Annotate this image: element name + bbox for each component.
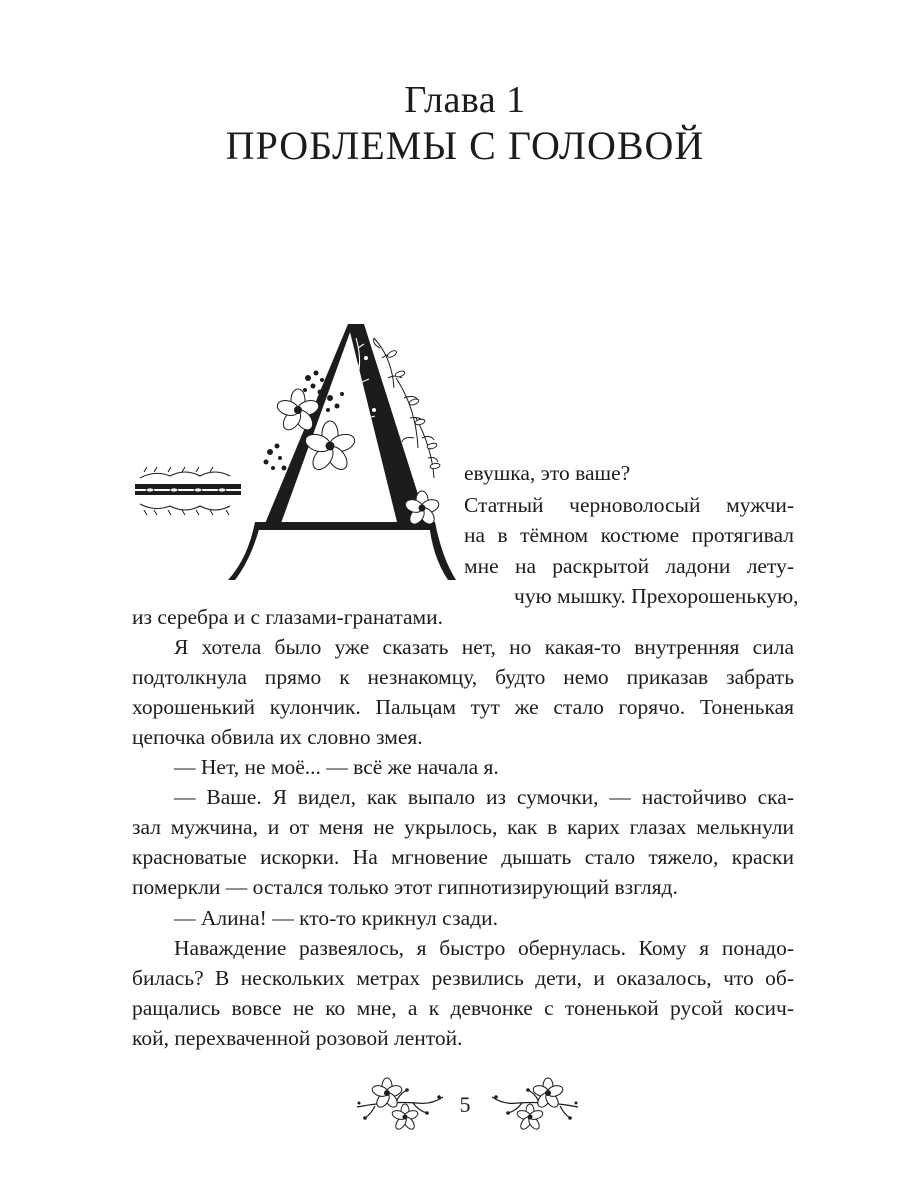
- paragraph: [132, 782, 794, 902]
- chapter-number: Глава 1: [404, 79, 526, 121]
- paragraph: [132, 632, 794, 752]
- text-line: зал мужчина, и от меня не укрылось, как в карих глазах мелькнули: [132, 815, 794, 839]
- floral-branch-icon: [490, 1073, 580, 1133]
- text-line: мне на раскрытой ладони лету-: [464, 554, 794, 578]
- text-line: на в тёмном костюме протягивал: [464, 523, 794, 547]
- text-line: цепочка обвила их словно змея.: [132, 725, 423, 749]
- text-line: красноватые искорки. На мгновение дышать стало тяжело, краски: [132, 845, 794, 869]
- text-line: Наваждение развеялось, я быстро обернулась. Кому я понадо-: [174, 936, 794, 960]
- floral-dropcap-letter-icon: [130, 318, 460, 603]
- text-line: — Нет, не моё... — всё же начала я.: [174, 755, 499, 779]
- text-line: чую мышку. Прехорошенькую,: [514, 584, 799, 608]
- text-line: кой, перехваченной розовой лентой.: [132, 1026, 463, 1050]
- page-number: 5: [459, 1092, 471, 1117]
- text-line: хорошенький кулончик. Пальцам тут же стало горячо. Тоненькая: [132, 695, 794, 719]
- paragraph: [132, 933, 794, 1053]
- text-line: Статный черноволосый мужчи-: [464, 493, 794, 517]
- text-line: — Алина! — кто-то крикнул сзади.: [174, 906, 499, 930]
- paragraph: [132, 752, 794, 782]
- text-line: Я хотела было уже сказать нет, но какая-то внутренняя сила: [174, 635, 794, 659]
- text-line: — Ваше. Я видел, как выпало из сумочки, — настойчиво ска-: [174, 785, 794, 809]
- text-line: померкли — остался только этот гипнотизирующий взгляд.: [132, 875, 678, 899]
- text-line: подтолкнула прямо к незнакомцу, будто немо приказав забрать: [132, 665, 794, 689]
- floral-branch-icon: [355, 1073, 445, 1133]
- text-line: ращались вовсе не ко мне, а к девчонке с тоненькой русой косич-: [132, 996, 794, 1020]
- chapter-title: ПРОБЛЕМЫ С ГОЛОВОЙ: [225, 123, 705, 168]
- text-line: билась? В нескольких метрах резвились дети, и оказалось, что об-: [132, 966, 794, 990]
- text-line: евушка, это ваше?: [464, 461, 631, 485]
- paragraph: [132, 903, 794, 933]
- text-line: из серебра и с глазами-гранатами.: [132, 605, 444, 629]
